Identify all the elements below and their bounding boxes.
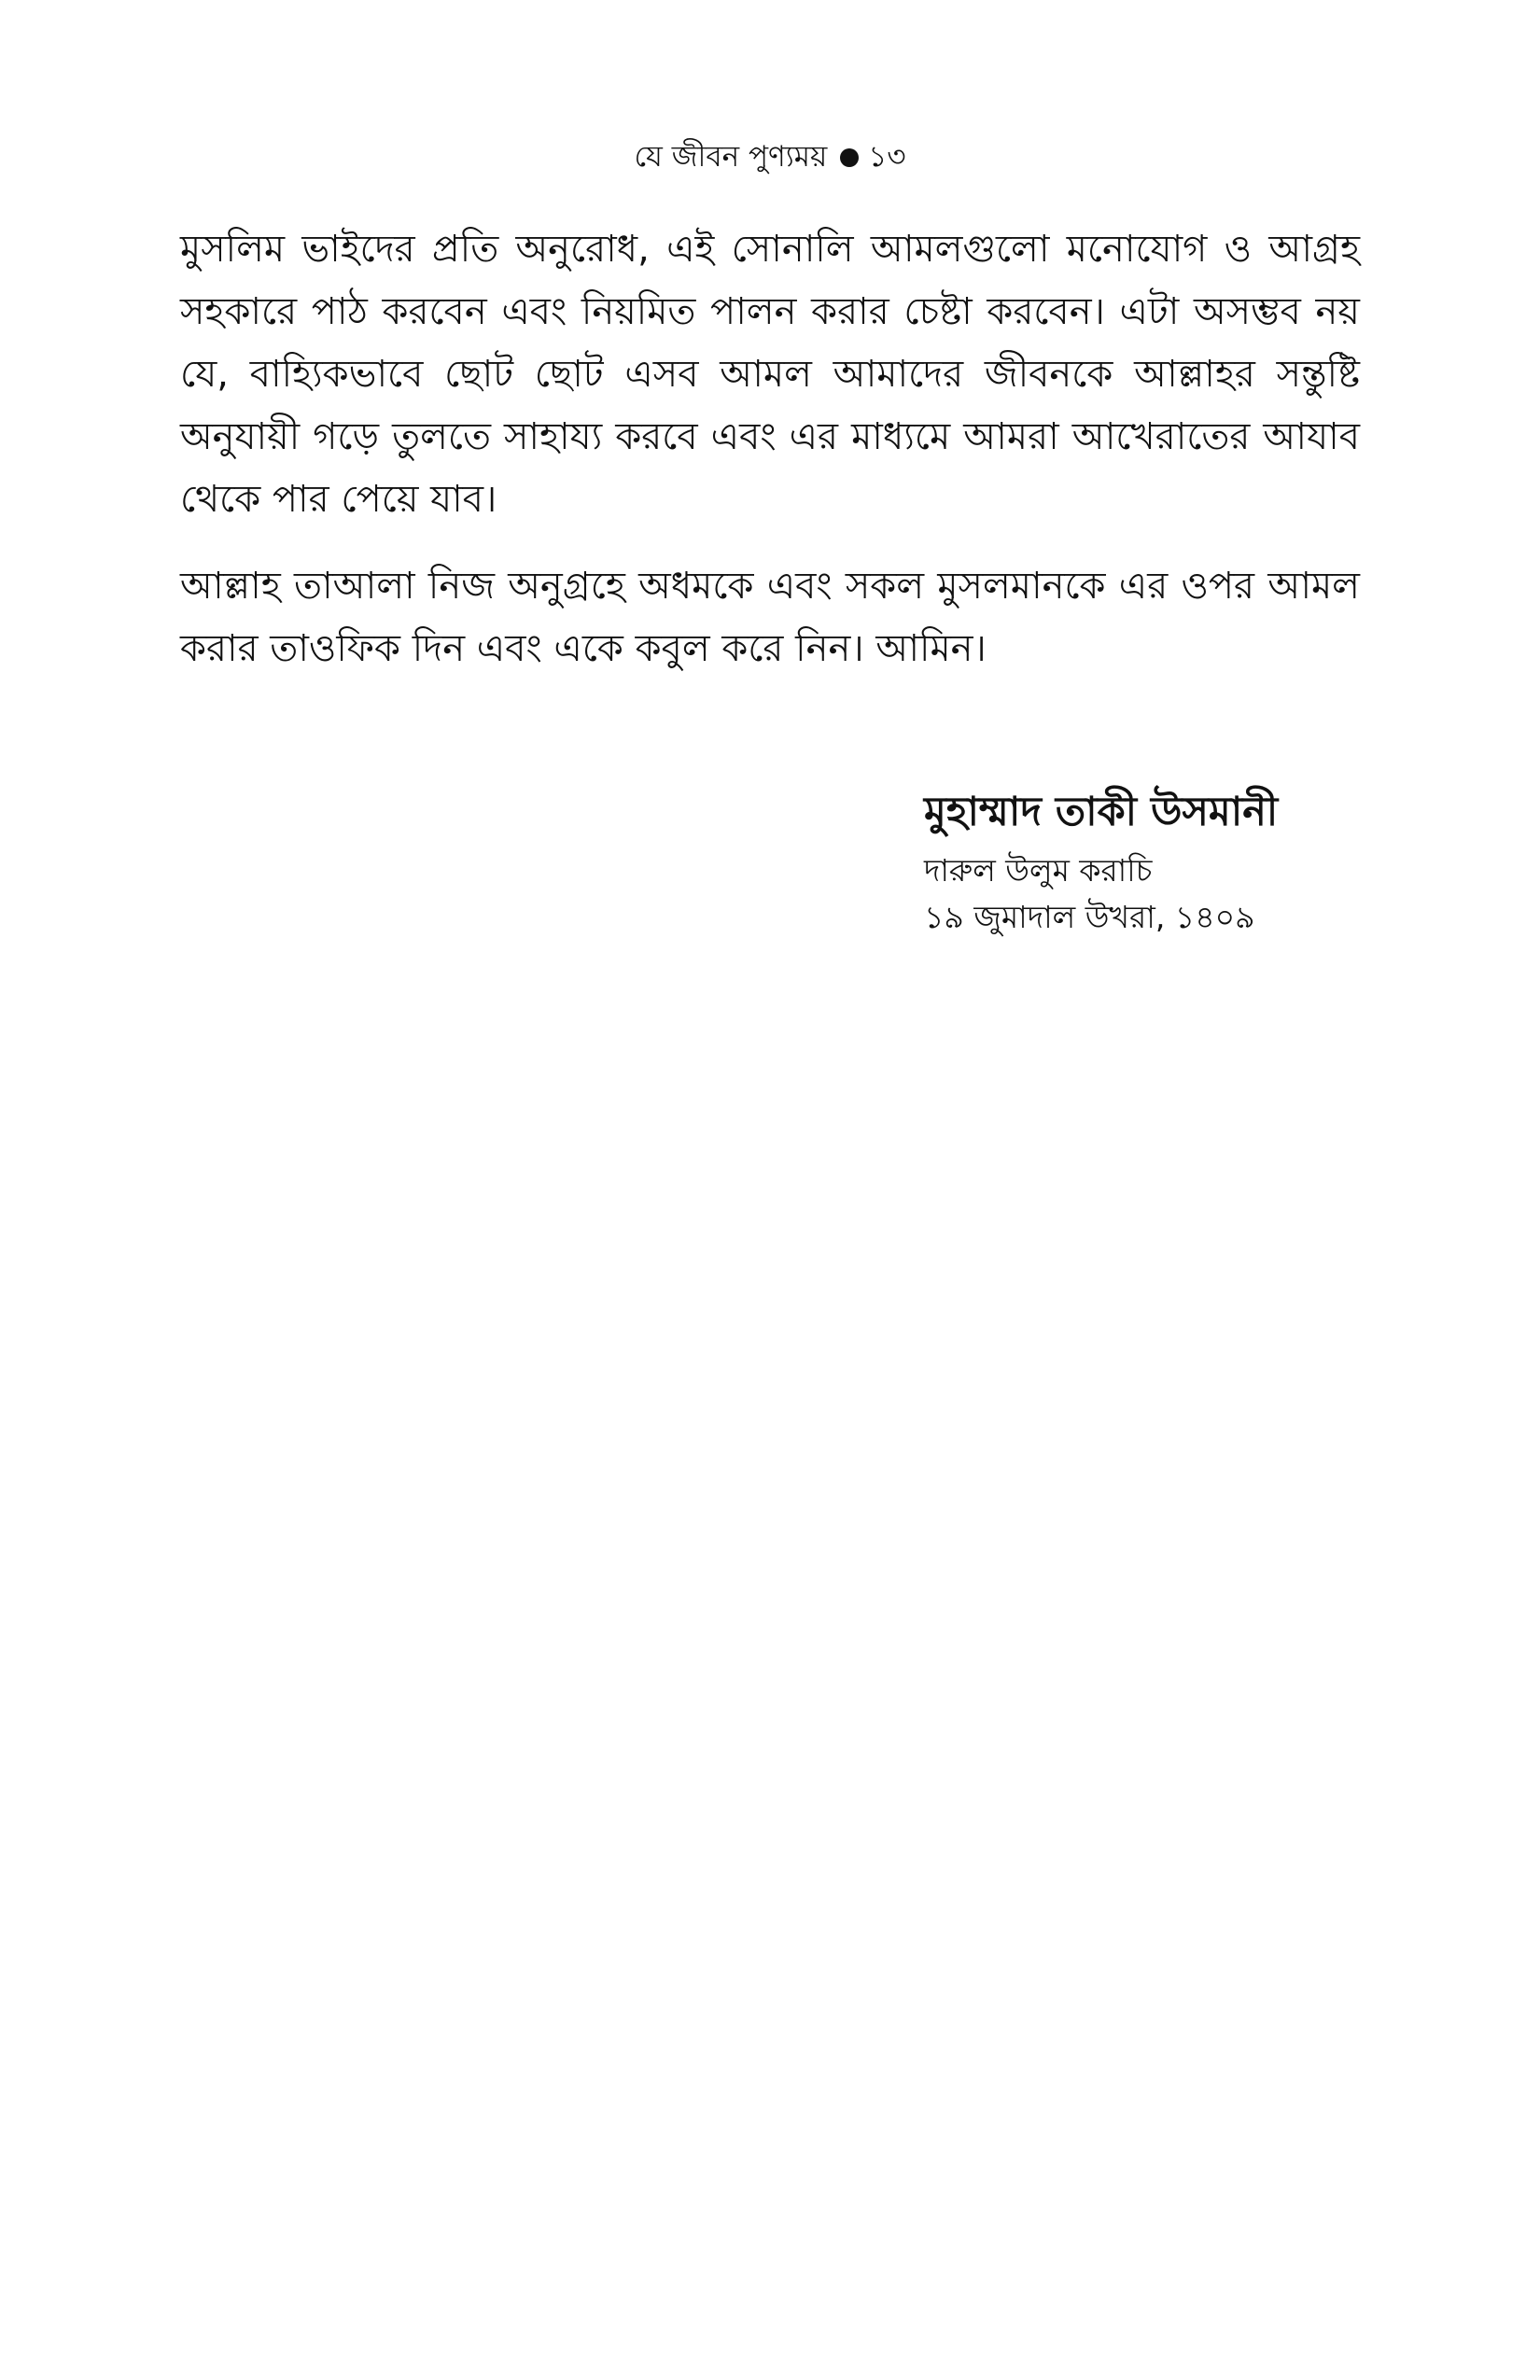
author-institution: দারুল উলুম করাচি [924, 852, 1153, 889]
paragraph-prayer: আল্লাহ তাআলা নিজ অনুগ্রহে অধমকে এবং সকল মুসলমানকে এর ওপর আমল করার তাওফিক দিন এবং একে কবুল করে নিন। আমিন। [180, 565, 1360, 670]
running-header [0, 138, 1540, 175]
signature-date: ১৯ জুমাদাল উখরা, ১৪০৯ [924, 899, 1255, 935]
bullet-separator-icon [840, 148, 859, 167]
paragraph-request: মুসলিম ভাইদের প্রতি অনুরোধ, এই সোনালি আমলগুলো মনোযোগ ও আগ্রহ সহকারে পাঠ করবেন এবং নিয়মিত পালন করার চেষ্টা করবেন। এটা অসম্ভব নয় যে, বাহ্যিকভাবে ছোট ছোট এসব আমল আমাদের জীবনকে আল্লাহর সন্তুষ্টি অনুযায়ী গড়ে তুলতে সাহায্য করবে এবং এর মাধ্যমে আমরা আখেরাতের আযাব থেকে পার পেয়ে যাব। [180, 228, 1360, 521]
page-number: ১৩ [868, 140, 906, 174]
author-name: মুহাম্মাদ তাকী উসমানী [924, 789, 1279, 835]
body-text [180, 218, 1360, 705]
book-title: যে জীবন পুণ্যময় [634, 140, 828, 174]
signature-block [924, 784, 1447, 941]
